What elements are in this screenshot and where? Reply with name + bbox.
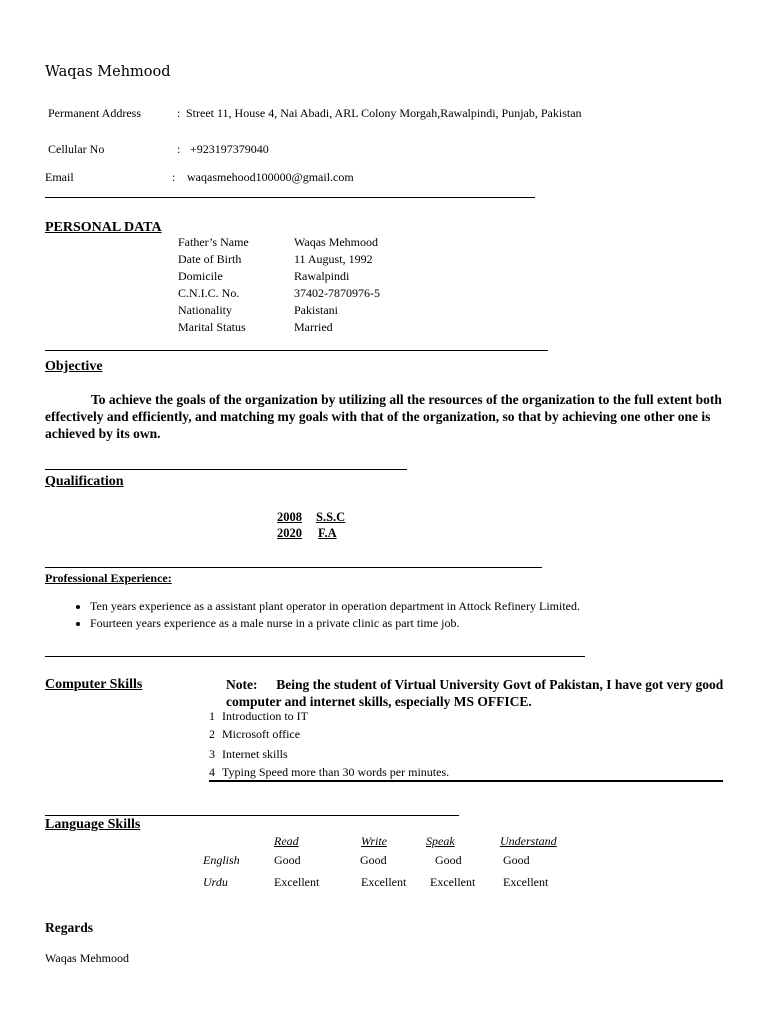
divider — [45, 567, 542, 568]
divider — [209, 780, 723, 782]
language-value: Good — [360, 853, 387, 867]
experience-item: • Ten years experience as a assistant plant operator in operation department in Attock Refinery Limited. — [90, 598, 580, 615]
skill-number: 4 — [209, 765, 215, 779]
language-skills-heading: Language Skills — [45, 817, 141, 832]
personal-value: 37402-7870976-5 — [294, 286, 380, 300]
signature-name: Waqas Mehmood — [45, 951, 130, 965]
skill-text: Introduction to IT — [222, 709, 308, 723]
computer-skills-heading: Computer Skills — [45, 677, 143, 692]
personal-label: Domicile — [178, 269, 223, 283]
experience-heading: Professional Experience: — [45, 571, 172, 585]
language-value: Excellent — [361, 875, 407, 889]
language-value: Excellent — [430, 875, 476, 889]
address-label: Permanent Address — [48, 106, 141, 120]
computer-note — [226, 677, 726, 710]
language-name: English — [203, 853, 240, 867]
personal-label: C.N.I.C. No. — [178, 286, 240, 300]
language-value: Good — [503, 853, 530, 867]
personal-label: Date of Birth — [178, 252, 242, 266]
qualification-year: 2020 — [277, 526, 302, 540]
divider — [45, 815, 459, 816]
skill-number: 2 — [209, 727, 215, 741]
divider — [45, 197, 535, 198]
language-column-header: Speak — [426, 834, 455, 848]
experience-item: • Fourteen years experience as a male nurse in a private clinic as part time job. — [90, 615, 580, 632]
cell-separator: : — [177, 142, 181, 156]
note-text: Being the student of Virtual University Govt of Pakistan, I have got very good computer and internet skills, especially MS OFFICE. — [226, 677, 724, 709]
personal-label: Nationality — [178, 303, 232, 317]
language-column-header: Read — [274, 834, 299, 848]
language-value: Good — [274, 853, 301, 867]
objective-text: To achieve the goals of the organization by utilizing all the resources of the organization to the full extent both effectively and efficiently, and matching my goals with that of the organization, so that by achieving one other one is achieved by its own. — [45, 392, 722, 441]
qualification-year: 2008 — [277, 510, 302, 524]
language-value: Good — [435, 853, 462, 867]
personal-label: Marital Status — [178, 320, 246, 334]
skill-number: 3 — [209, 747, 215, 761]
personal-value: Rawalpindi — [294, 269, 350, 283]
qualification-degree: S.S.C — [316, 510, 346, 524]
divider — [45, 350, 548, 351]
language-value: Excellent — [274, 875, 320, 889]
personal-value: 11 August, 1992 — [294, 252, 373, 266]
personal-value: Waqas Mehmood — [294, 235, 379, 249]
skill-text: Microsoft office — [222, 727, 301, 741]
language-column-header: Write — [361, 834, 387, 848]
note-label: Note: — [226, 677, 258, 692]
language-value: Excellent — [503, 875, 549, 889]
personal-data-heading: PERSONAL DATA — [45, 220, 162, 235]
personal-value: Pakistani — [294, 303, 338, 317]
language-name: Urdu — [203, 875, 228, 889]
regards-heading: Regards — [45, 920, 93, 935]
personal-label: Father’s Name — [178, 235, 249, 249]
divider — [45, 656, 585, 657]
skill-text: Typing Speed more than 30 words per minutes. — [222, 765, 450, 779]
cell-value: +923197379040 — [190, 142, 269, 156]
language-column-header: Understand — [500, 834, 557, 848]
skill-number: 1 — [209, 709, 215, 723]
personal-value: Married — [294, 320, 333, 334]
email-value[interactable]: waqasmehood100000@gmail.com — [187, 170, 354, 184]
cell-label: Cellular No — [48, 142, 105, 156]
email-label: Email — [45, 170, 74, 184]
skill-text: Internet skills — [222, 747, 288, 761]
email-separator: : — [172, 170, 176, 184]
address-value: Street 11, House 4, Nai Abadi, ARL Colony Morgah,Rawalpindi, Punjab, Pakistan — [186, 106, 582, 120]
qualification-degree: F.A — [318, 526, 337, 540]
objective-heading: Objective — [45, 359, 103, 374]
address-separator: : — [177, 106, 181, 120]
resume-name: Waqas Mehmood — [45, 64, 171, 80]
qualification-heading: Qualification — [45, 474, 124, 489]
divider — [45, 469, 407, 470]
experience-list — [45, 598, 580, 631]
